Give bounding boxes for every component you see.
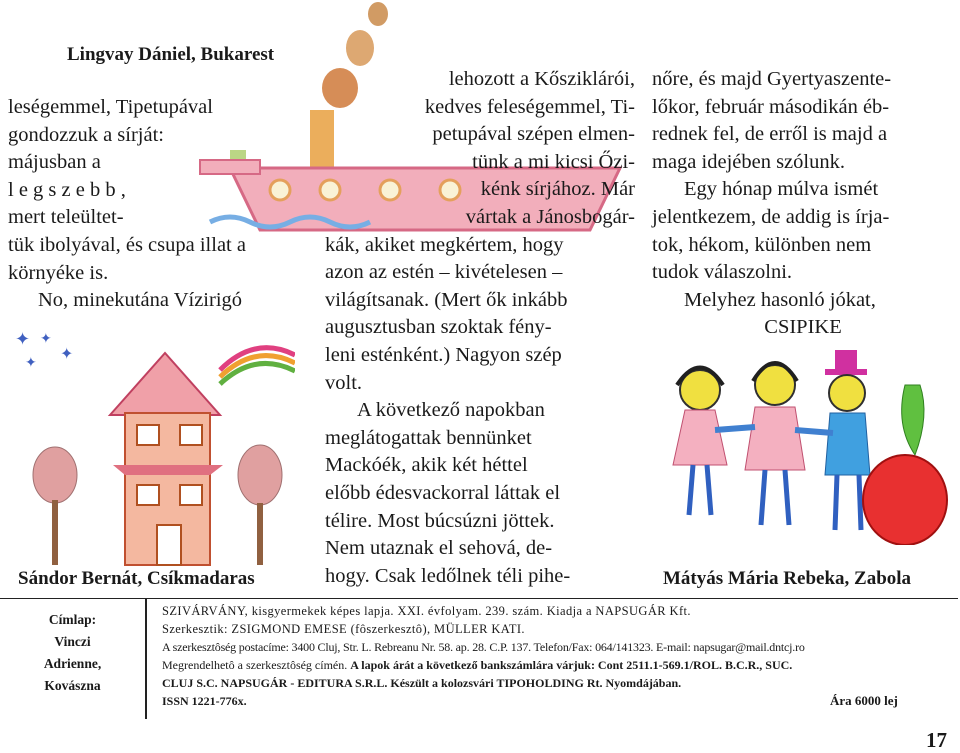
text-line: hogy. Csak ledőlnek téli pihe-	[325, 564, 571, 587]
text-line: Egy hónap múlva ismét	[684, 178, 879, 201]
text-line: Melyhez hasonló jókat,	[684, 288, 876, 311]
illustration-caption-top-left: Lingvay Dániel, Bukarest	[67, 44, 275, 65]
text-line: azon az estén – kivételesen –	[325, 261, 563, 284]
text-line: tük ibolyával, és csupa illat a	[8, 233, 246, 256]
text-line: télire. Most búcsúzni jöttek.	[325, 509, 555, 532]
column-left	[8, 94, 306, 315]
signature: CSIPIKE	[764, 316, 842, 339]
svg-text:✦: ✦	[40, 332, 52, 347]
text-line: kák, akiket megkértem, hogy	[325, 233, 564, 256]
svg-text:✦: ✦	[60, 346, 74, 363]
text-line: tok, hékom, különben nem	[652, 233, 872, 256]
svg-text:✦: ✦	[25, 356, 37, 371]
text-line: maga idejében szólunk.	[652, 150, 845, 173]
text-line: világítsanak. (Mert ők inkább	[325, 288, 568, 311]
text-line: kénk sírjához. Már	[480, 178, 635, 201]
imprint-bank: A lapok árát a következő bankszámlára várjuk: Cont 2511.1-569.1/ROL. B.C.R., SUC.	[350, 658, 793, 672]
text-line: mert teleültet-	[8, 206, 124, 229]
text-line: vártak a Jánosbogár-	[465, 205, 635, 228]
text-line: nőre, és majd Gyertyaszente-	[652, 68, 892, 90]
text-line: májusban a	[8, 151, 101, 174]
imprint-line: Szerkesztik: ZSIGMOND EMESE (fôszerkesztô), MÜLLER KATI.	[162, 622, 525, 636]
text-line: meglátogattak bennünket	[325, 426, 532, 449]
text-line: kedves feleségemmel, Ti-	[424, 95, 635, 118]
text-line: leni esténként.) Nagyon szép	[325, 343, 562, 366]
text-line: gondozzuk a sírját:	[8, 123, 164, 146]
page-number: 17	[926, 728, 947, 752]
house-drawing	[5, 325, 295, 570]
price: Ára 6000 lej	[830, 693, 898, 708]
text-line: Mackóék, akik két héttel	[325, 454, 528, 477]
text-line: tünk a mi kicsi Őzi-	[472, 150, 635, 173]
children-drawing	[655, 345, 955, 545]
text-line: rednek fel, de erről is majd a	[652, 123, 888, 146]
text-line: petupával szépen elmen-	[432, 123, 635, 146]
text-line: környéke is.	[8, 261, 109, 284]
text-line: lőkor, február másodikán éb-	[652, 95, 890, 118]
svg-text:✦: ✦	[15, 329, 31, 349]
column-right	[652, 66, 954, 342]
text-line: A következő napokban	[357, 399, 545, 422]
text-line: tudok válaszolni.	[652, 261, 793, 284]
imprint-box	[0, 598, 958, 719]
text-line: No, minekutána Vízirigó	[38, 289, 243, 312]
text-line: volt.	[325, 371, 363, 394]
imprint-line: A szerkesztôség postacíme: 3400 Cluj, Str. L. Rebreanu Nr. 58. ap. 28. C.P. 137. Telefon/Fax: 064/141323. E-mail: napsugar@mail.dntcj.ro	[162, 640, 805, 654]
illustration-caption-bottom-right: Mátyás Mária Rebeka, Zabola	[663, 568, 912, 589]
cover-credit: Címlap: Vinczi Adrienne, Kovászna	[43, 612, 102, 693]
text-line: leségemmel, Tipetupával	[8, 96, 213, 118]
imprint-order: Megrendelhetô a szerkesztôség címén.	[162, 658, 348, 672]
text-line: augusztusban szoktak fény-	[325, 316, 552, 339]
illustration-caption-bottom-left: Sándor Bernát, Csíkmadaras	[18, 568, 255, 589]
imprint-line: SZIVÁRVÁNY, kisgyermekek képes lapja. XXI. évfolyam. 239. szám. Kiadja a NAPSUGÁR Kft.	[162, 604, 691, 618]
imprint-line: CLUJ S.C. NAPSUGÁR - EDITURA S.R.L. Készült a kolozsvári TIPOHOLDING Rt. Nyomdájában.	[162, 676, 682, 690]
text-line: l e g s z e b b ,	[8, 178, 126, 201]
text-line: előbb édesvackorral láttak el	[325, 481, 561, 504]
text-line: jelentkezem, de addig is írja-	[652, 205, 890, 228]
text-line: Nem utaznak el sehová, de-	[325, 537, 553, 560]
issn: ISSN 1221-776x.	[162, 694, 247, 708]
text-line: lehozott a Kősziklárói,	[448, 68, 635, 90]
column-middle	[325, 66, 635, 590]
imprint-line	[162, 657, 792, 674]
